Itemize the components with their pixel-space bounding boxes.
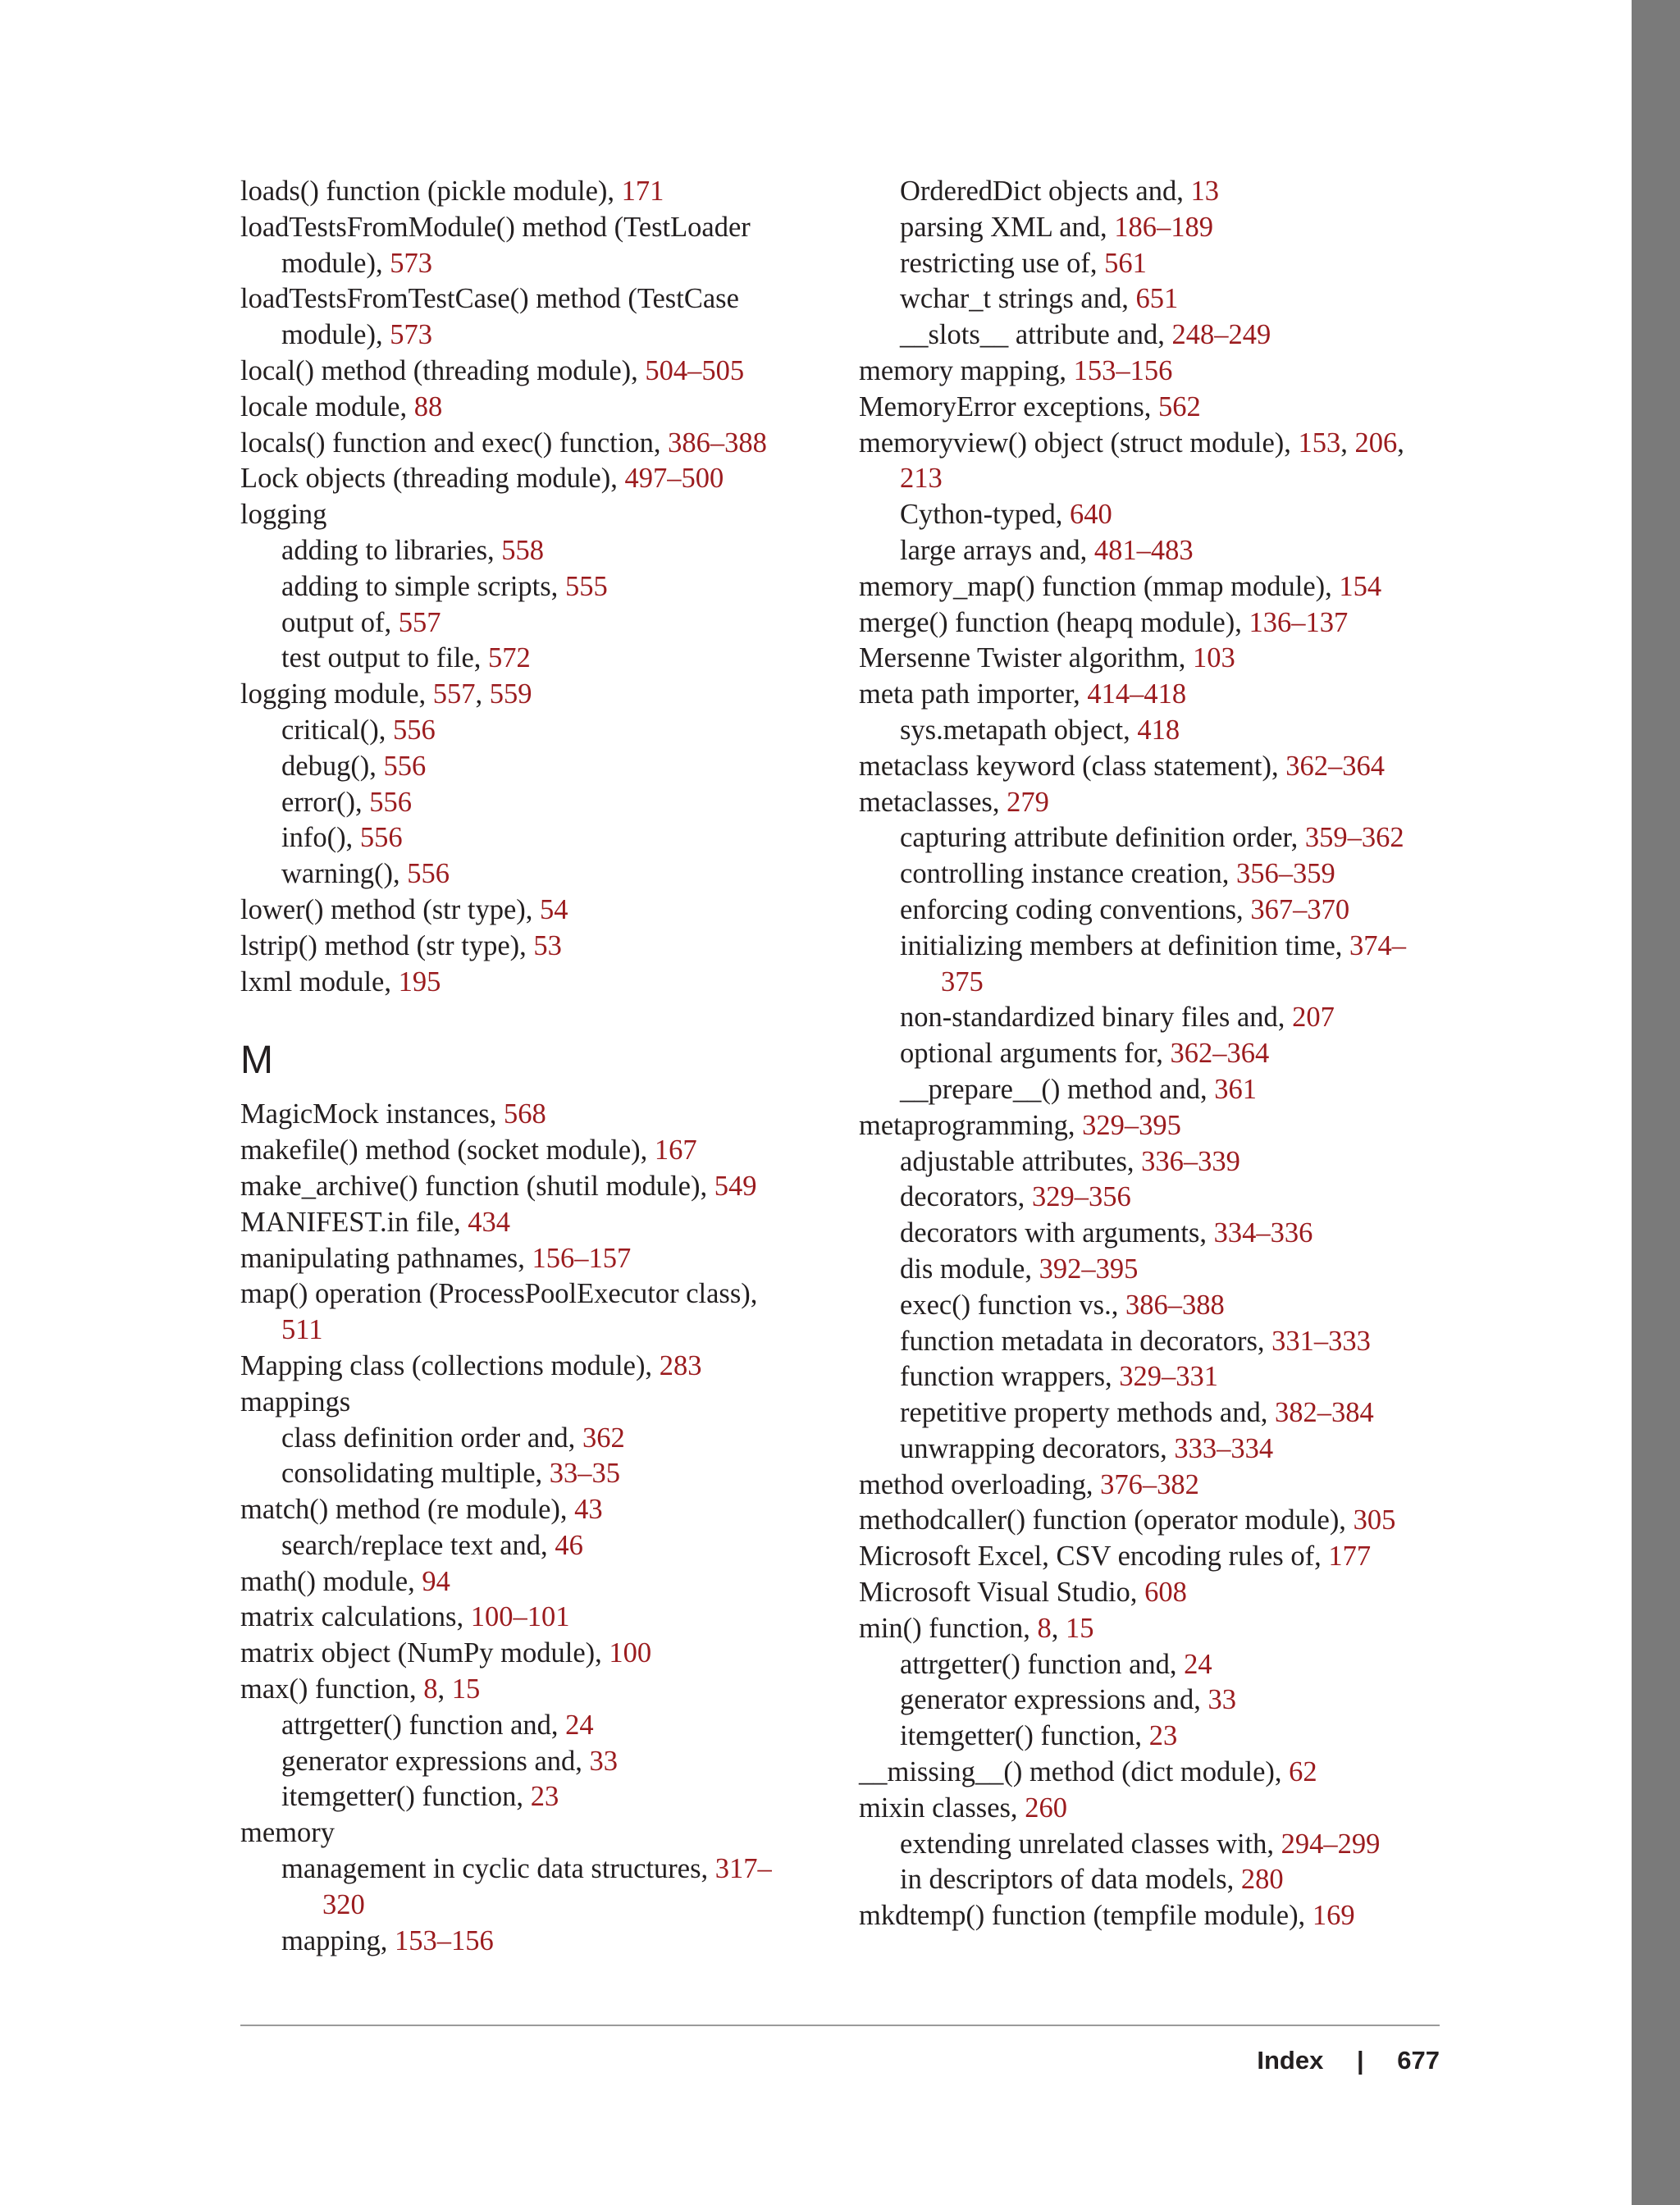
page-reference-link[interactable]: 24 <box>565 1709 594 1741</box>
page-reference-link[interactable]: 481–483 <box>1093 534 1194 566</box>
page-reference-link[interactable]: 88 <box>413 390 443 422</box>
entry-text: warning(), <box>281 858 408 890</box>
index-subentry <box>859 533 1458 569</box>
page-reference-link[interactable]: 62 <box>1289 1756 1317 1788</box>
entry-text: loads() function (pickle module), <box>240 176 622 207</box>
page-reference-link[interactable]: 556 <box>359 822 403 854</box>
index-subentry <box>859 281 1458 317</box>
index-entry <box>240 461 815 497</box>
index-entry <box>859 1503 1458 1539</box>
index-subentry <box>240 1312 815 1349</box>
index-entry <box>240 390 815 426</box>
index-subentry <box>859 1395 1458 1431</box>
entry-text: lxml module, <box>240 966 399 998</box>
page-reference-link[interactable]: 386–388 <box>668 427 767 459</box>
entry-text: restricting use of, <box>900 247 1105 279</box>
entry-text: local() method (threading module), <box>240 354 646 386</box>
page-reference-link[interactable]: 305 <box>1353 1504 1396 1536</box>
index-entry <box>240 1815 815 1851</box>
entry-text: decorators, <box>900 1181 1032 1213</box>
entry-text: info(), <box>281 822 360 854</box>
entry-text: consolidating multiple, <box>281 1458 550 1490</box>
entry-text: function metadata in decorators, <box>900 1325 1272 1357</box>
index-entry <box>859 1468 1458 1504</box>
page-reference-link[interactable]: 23 <box>1148 1720 1178 1752</box>
page-reference-link[interactable]: 136–137 <box>1249 606 1349 638</box>
index-subentry <box>859 1324 1458 1360</box>
index-subentry <box>859 1359 1458 1395</box>
entry-text: loadTestsFromTestCase() method (TestCase <box>240 283 739 315</box>
entry-text: memoryview() object (struct module), <box>859 427 1299 459</box>
page-reference-link[interactable]: 156–157 <box>532 1242 632 1274</box>
entry-text: itemgetter() function, <box>900 1720 1149 1752</box>
entry-text: OrderedDict objects and, <box>900 176 1191 207</box>
index-subentry <box>859 1288 1458 1324</box>
page-reference-link[interactable]: 573 <box>390 319 432 351</box>
entry-text: matrix object (NumPy module), <box>240 1637 609 1669</box>
entry-text: methodcaller() function (operator module), <box>859 1504 1354 1536</box>
index-column-left <box>240 174 815 1959</box>
page-reference-link[interactable]: 418 <box>1137 714 1180 746</box>
entry-text: repetitive property methods and, <box>900 1397 1275 1429</box>
index-subentry <box>240 605 815 641</box>
entry-text: make_archive() function (shutil module), <box>240 1170 714 1202</box>
index-entry <box>859 1898 1458 1934</box>
index-entry: memoryview() object (struct module), 153, 206, <box>859 427 1404 459</box>
entry-text: locale module, <box>240 390 414 422</box>
index-subentry <box>859 1216 1458 1252</box>
index-entry <box>859 354 1458 390</box>
page-reference-link[interactable]: 154 <box>1339 570 1382 602</box>
page-reference-link[interactable]: 24 <box>1184 1648 1212 1680</box>
page-reference-link[interactable]: 8 <box>1037 1612 1052 1644</box>
page-reference-link[interactable]: 317– <box>714 1853 772 1885</box>
index-entry <box>240 281 815 317</box>
index-subentry <box>240 246 815 282</box>
page-reference-link[interactable]: 23 <box>530 1781 559 1813</box>
entry-text: wchar_t strings and, <box>900 283 1136 315</box>
page-reference-link[interactable]: 362 <box>582 1422 625 1454</box>
page-reference-link[interactable]: 103 <box>1193 642 1235 674</box>
entry-text: MemoryError exceptions, <box>859 390 1159 422</box>
index-entry <box>240 1385 815 1421</box>
index-entry <box>859 1108 1458 1144</box>
index-subentry <box>859 1252 1458 1288</box>
entry-text: lower() method (str type), <box>240 893 541 925</box>
entry-text: matrix calculations, <box>240 1601 471 1633</box>
page-reference-link[interactable]: 640 <box>1069 499 1112 531</box>
index-subentry <box>240 1744 815 1780</box>
page-edge-bar <box>1632 0 1680 2205</box>
index-subentry <box>859 1647 1458 1683</box>
index-subentry <box>240 713 815 749</box>
entry-text: in descriptors of data models, <box>900 1864 1241 1896</box>
entry-text: max() function, <box>240 1673 424 1705</box>
entry-text: decorators with arguments, <box>900 1217 1214 1249</box>
page-reference-link[interactable]: 206 <box>1354 427 1398 459</box>
page-reference-link[interactable]: 651 <box>1135 283 1179 315</box>
entry-text: lstrip() method (str type), <box>240 929 534 961</box>
index-entry <box>240 1636 815 1672</box>
index-entry <box>240 965 815 1001</box>
page-reference-link[interactable]: 33–35 <box>549 1458 621 1490</box>
index-subentry <box>240 785 815 821</box>
entry-text: generator expressions and, <box>281 1745 590 1777</box>
index-subentry <box>859 892 1458 929</box>
page-reference-link[interactable]: 169 <box>1312 1900 1355 1932</box>
page-reference-link[interactable]: 362–364 <box>1170 1038 1270 1070</box>
entry-text: debug(), <box>281 750 384 782</box>
entry-text: loadTestsFromModule() method (TestLoader <box>240 211 751 243</box>
entry-text: non-standardized binary files and, <box>900 1002 1293 1034</box>
index-entry <box>240 1276 815 1312</box>
page-reference-link[interactable]: 375 <box>941 966 984 998</box>
page-reference-link[interactable]: 414–418 <box>1087 678 1187 710</box>
page-reference-link[interactable]: 556 <box>369 786 413 818</box>
index-entry: min() function, 8, 15 <box>859 1612 1094 1644</box>
index-entry <box>859 1575 1458 1611</box>
entry-text: min() function, <box>859 1612 1038 1644</box>
page-reference-link[interactable]: 573 <box>390 247 432 279</box>
page-reference-link[interactable]: 362–364 <box>1285 750 1385 782</box>
page-reference-link[interactable]: 153 <box>1298 427 1341 459</box>
entry-text: extending unrelated classes with, <box>900 1828 1281 1860</box>
index-entry <box>859 1791 1458 1827</box>
index-entry <box>240 210 815 246</box>
footer-separator: | <box>1356 2046 1364 2075</box>
entry-text: module), <box>281 247 390 279</box>
index-entry <box>240 1241 815 1277</box>
index-entry <box>859 1755 1458 1791</box>
page-reference-link[interactable]: 329–356 <box>1031 1181 1131 1213</box>
page-reference-link[interactable]: 608 <box>1144 1577 1187 1609</box>
entry-text: method overloading, <box>859 1468 1101 1500</box>
index-subentry <box>240 1528 815 1564</box>
entry-text: makefile() method (socket module), <box>240 1134 655 1166</box>
index-subentry <box>240 1851 815 1888</box>
page-reference-link[interactable]: 283 <box>659 1349 702 1381</box>
page-footer <box>1257 2041 1440 2080</box>
page-reference-link[interactable]: 260 <box>1025 1792 1067 1824</box>
entry-text: class definition order and, <box>281 1422 582 1454</box>
page-reference-link[interactable]: 556 <box>383 750 427 782</box>
entry-text: __slots__ attribute and, <box>900 319 1172 351</box>
entry-text: Microsoft Excel, CSV encoding rules of, <box>859 1541 1329 1573</box>
page-reference-link[interactable]: 207 <box>1292 1002 1335 1034</box>
entry-text: MANIFEST.in file, <box>240 1206 468 1238</box>
index-subentry <box>240 820 815 856</box>
page-reference-link[interactable]: 186–189 <box>1114 211 1214 243</box>
page-reference-link[interactable]: 33 <box>1208 1684 1237 1716</box>
page-reference-link[interactable]: 386–388 <box>1125 1289 1225 1321</box>
index-subentry <box>859 317 1458 354</box>
index-subentry <box>240 1779 815 1815</box>
index-entry <box>240 1600 815 1636</box>
entry-text: generator expressions and, <box>900 1684 1208 1716</box>
page-reference-link[interactable]: 171 <box>621 176 664 207</box>
index-entry <box>240 929 815 965</box>
entry-text: Microsoft Visual Studio, <box>859 1577 1145 1609</box>
entry-text: controlling instance creation, <box>900 858 1237 890</box>
index-entry <box>859 677 1458 713</box>
entry-text: Mapping class (collections module), <box>240 1349 660 1381</box>
page-reference-link[interactable]: 334–336 <box>1213 1217 1313 1249</box>
page-reference-link[interactable]: 329–395 <box>1082 1109 1181 1141</box>
entry-text: unwrapping decorators, <box>900 1432 1175 1464</box>
index-entry <box>240 1349 815 1385</box>
page-reference-link[interactable]: 279 <box>1007 786 1049 818</box>
page-reference-link[interactable]: 100 <box>609 1637 652 1669</box>
page-reference-link[interactable]: 53 <box>533 929 562 961</box>
page-reference-link[interactable]: 46 <box>555 1529 583 1561</box>
index-subentry <box>859 246 1458 282</box>
entry-text: critical(), <box>281 714 393 746</box>
index-subentry <box>859 1000 1458 1036</box>
page-reference-link[interactable]: 558 <box>501 534 545 566</box>
page-reference-link[interactable]: 54 <box>540 893 568 925</box>
entry-text: optional arguments for, <box>900 1038 1171 1070</box>
entry-text: adding to simple scripts, <box>281 570 565 602</box>
page-reference-link[interactable]: 331–333 <box>1271 1325 1371 1357</box>
index-entry <box>240 354 815 390</box>
page-reference-link[interactable]: 504–505 <box>645 354 745 386</box>
entry-text: mkdtemp() function (tempfile module), <box>859 1900 1312 1932</box>
page-reference-link[interactable]: 33 <box>589 1745 619 1777</box>
page-reference-link[interactable]: 100–101 <box>470 1601 570 1633</box>
index-entry: logging module, 557, 559 <box>240 678 532 710</box>
index-entry <box>240 1492 815 1528</box>
index-subentry <box>859 1682 1458 1719</box>
entry-text: large arrays and, <box>900 534 1094 566</box>
page-reference-link[interactable]: 549 <box>714 1170 757 1202</box>
index-entry <box>859 605 1458 641</box>
entry-text: merge() function (heapq module), <box>859 606 1249 638</box>
page-reference-link[interactable]: 333–334 <box>1174 1432 1274 1464</box>
page-reference-link[interactable]: 15 <box>1066 1612 1094 1644</box>
page-reference-link[interactable]: 320 <box>322 1888 365 1920</box>
entry-text: error(), <box>281 786 370 818</box>
page-reference-link[interactable]: 94 <box>422 1565 450 1597</box>
page-reference-link[interactable]: 248–249 <box>1171 319 1271 351</box>
entry-text: memory mapping, <box>859 354 1074 386</box>
page-reference-link[interactable]: 336–339 <box>1141 1145 1240 1177</box>
entry-text: itemgetter() function, <box>281 1781 531 1813</box>
page-reference-link[interactable]: 361 <box>1214 1073 1257 1105</box>
page-reference-link[interactable]: 8 <box>423 1673 438 1705</box>
index-subentry <box>240 1888 815 1924</box>
index-subentry <box>859 461 1458 497</box>
index-entry <box>240 1564 815 1600</box>
index-subentry <box>859 1180 1458 1216</box>
page-reference-link[interactable]: 557 <box>432 678 476 710</box>
page-reference-link[interactable]: 511 <box>281 1314 323 1346</box>
index-entry <box>240 497 815 533</box>
index-entry: max() function, 8, 15 <box>240 1673 481 1705</box>
page-reference-link[interactable]: 43 <box>574 1494 603 1526</box>
entry-text: initializing members at definition time, <box>900 929 1350 961</box>
entry-text: meta path importer, <box>859 678 1088 710</box>
index-subentry <box>240 1421 815 1457</box>
index-subentry <box>859 1719 1458 1755</box>
page-reference-link[interactable]: 497–500 <box>624 463 724 495</box>
footer-rule <box>240 2025 1440 2026</box>
page-reference-link[interactable]: 376–382 <box>1100 1468 1199 1500</box>
page-reference-link[interactable]: 434 <box>468 1206 511 1238</box>
entry-text: adjustable attributes, <box>900 1145 1142 1177</box>
entry-text: locals() function and exec() function, <box>240 427 669 459</box>
entry-text: __missing__() method (dict module), <box>859 1756 1290 1788</box>
entry-text: __prepare__() method and, <box>900 1073 1215 1105</box>
index-entry <box>240 1169 815 1205</box>
page-reference-link[interactable]: 356–359 <box>1236 858 1335 890</box>
page-number: 677 <box>1397 2046 1440 2075</box>
page-reference-link[interactable]: 153–156 <box>1073 354 1173 386</box>
index-subentry <box>240 856 815 892</box>
entry-text: exec() function vs., <box>900 1289 1125 1321</box>
index-subentry <box>859 174 1458 210</box>
index-entry <box>859 785 1458 821</box>
entry-text: logging module, <box>240 678 433 710</box>
entry-text: map() operation (ProcessPoolExecutor class), <box>240 1278 758 1310</box>
page-reference-link[interactable]: 572 <box>488 642 531 674</box>
entry-text: adding to libraries, <box>281 534 502 566</box>
page-reference-link[interactable]: 329–331 <box>1119 1361 1219 1393</box>
index-entry <box>859 390 1458 426</box>
page-reference-link[interactable]: 153–156 <box>394 1924 494 1956</box>
page-reference-link[interactable]: 367–370 <box>1250 893 1350 925</box>
entry-text: function wrappers, <box>900 1361 1120 1393</box>
index-entry <box>240 1097 815 1133</box>
page-reference-link[interactable]: 177 <box>1328 1541 1372 1573</box>
index-subentry <box>240 1456 815 1492</box>
entry-text: metaclasses, <box>859 786 1007 818</box>
page-reference-link[interactable]: 557 <box>398 606 441 638</box>
entry-text: enforcing coding conventions, <box>900 893 1251 925</box>
entry-text: sys.metapath object, <box>900 714 1138 746</box>
index-subentry <box>859 929 1458 965</box>
entry-text: Lock objects (threading module), <box>240 463 625 495</box>
entry-text: Mersenne Twister algorithm, <box>859 642 1194 674</box>
entry-text: manipulating pathnames, <box>240 1242 532 1274</box>
index-subentry <box>240 317 815 354</box>
page-reference-link[interactable]: 195 <box>398 966 441 998</box>
entry-text: memory_map() function (mmap module), <box>859 570 1340 602</box>
page-reference-link[interactable]: 555 <box>564 570 608 602</box>
page-reference-link[interactable]: 359–362 <box>1304 822 1404 854</box>
index-subentry <box>859 1036 1458 1072</box>
index-subentry <box>859 210 1458 246</box>
entry-text: math() module, <box>240 1565 422 1597</box>
entry-text: match() method (re module), <box>240 1494 575 1526</box>
index-subentry <box>240 1924 815 1960</box>
entry-text: mixin classes, <box>859 1792 1025 1824</box>
entry-text: attrgetter() function and, <box>900 1648 1185 1680</box>
index-entry <box>240 1205 815 1241</box>
page-reference-link[interactable]: 167 <box>654 1134 697 1166</box>
page-reference-link[interactable]: 562 <box>1158 390 1201 422</box>
entry-text: mappings <box>240 1386 351 1418</box>
entry-text: MagicMock instances, <box>240 1098 504 1130</box>
page-reference-link[interactable]: 556 <box>407 858 450 890</box>
index-entry <box>859 1539 1458 1575</box>
index-entry <box>240 426 815 462</box>
page-reference-link[interactable]: 382–384 <box>1275 1397 1374 1429</box>
page-reference-link[interactable]: 392–395 <box>1039 1253 1139 1285</box>
entry-text: dis module, <box>900 1253 1039 1285</box>
page-reference-link[interactable]: 213 <box>900 463 943 495</box>
index-subentry <box>859 713 1458 749</box>
index-entry <box>859 569 1458 605</box>
page-reference-link[interactable]: 374– <box>1349 929 1407 961</box>
page-reference-link[interactable]: 280 <box>1240 1864 1284 1896</box>
index-subentry <box>859 965 1458 1001</box>
index-subentry <box>240 641 815 677</box>
entry-text: attrgetter() function and, <box>281 1709 566 1741</box>
entry-text: logging <box>240 499 327 531</box>
page-reference-link[interactable]: 15 <box>451 1673 481 1705</box>
entry-text: capturing attribute definition order, <box>900 822 1305 854</box>
entry-text: mapping, <box>281 1924 395 1956</box>
entry-text: metaprogramming, <box>859 1109 1083 1141</box>
index-entry <box>240 174 815 210</box>
entry-text: Cython-typed, <box>900 499 1070 531</box>
entry-text: metaclass keyword (class statement), <box>859 750 1286 782</box>
page-reference-link[interactable]: 13 <box>1190 176 1219 207</box>
index-subentry <box>859 1431 1458 1468</box>
index-entry <box>240 892 815 929</box>
index-subentry <box>240 1708 815 1744</box>
index-subentry <box>240 533 815 569</box>
index-entry <box>240 1133 815 1169</box>
index-subentry <box>859 1072 1458 1108</box>
index-subentry <box>859 1862 1458 1898</box>
page-reference-link[interactable]: 559 <box>489 678 532 710</box>
entry-text: search/replace text and, <box>281 1529 555 1561</box>
index-entry <box>859 749 1458 785</box>
section-letter-heading: M <box>240 1039 273 1083</box>
page-reference-link[interactable]: 294–299 <box>1281 1828 1381 1860</box>
index-subentry <box>859 820 1458 856</box>
page-reference-link[interactable]: 568 <box>503 1098 546 1130</box>
index-subentry <box>859 1144 1458 1180</box>
entry-text: management in cyclic data structures, <box>281 1853 715 1885</box>
entry-text: output of, <box>281 606 399 638</box>
page-reference-link[interactable]: 561 <box>1104 247 1147 279</box>
index-subentry <box>859 856 1458 892</box>
entry-text: memory <box>240 1817 335 1849</box>
index-column-right <box>859 174 1458 1934</box>
index-entry <box>859 641 1458 677</box>
page-reference-link[interactable]: 556 <box>393 714 436 746</box>
footer-section-label: Index <box>1257 2046 1324 2075</box>
index-subentry <box>240 749 815 785</box>
index-subentry <box>859 1827 1458 1863</box>
index-subentry <box>859 497 1458 533</box>
entry-text: parsing XML and, <box>900 211 1115 243</box>
entry-text: test output to file, <box>281 642 489 674</box>
entry-text: module), <box>281 319 390 351</box>
index-subentry <box>240 569 815 605</box>
